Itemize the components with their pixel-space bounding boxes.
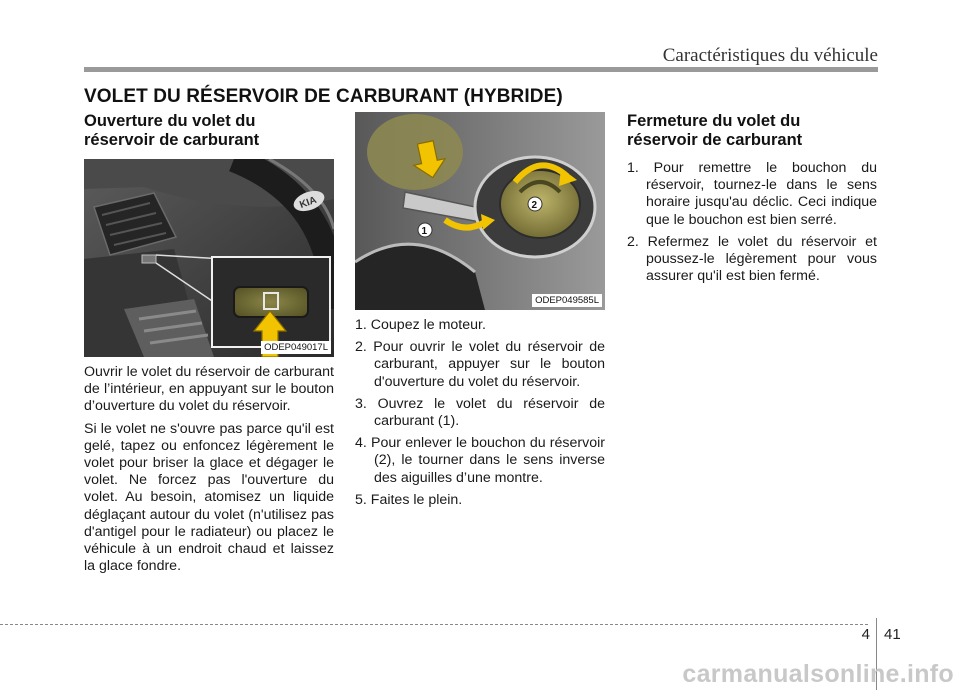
svg-text:KIA: KIA (298, 194, 319, 211)
figure-fuel-door (355, 112, 605, 310)
column-refuel-steps (355, 112, 605, 514)
closing-steps-list (627, 160, 877, 285)
callout-2: 2 (531, 200, 538, 211)
figure-code-label: ODEP049017L (261, 341, 331, 354)
list-item: 2. Pour ouvrir le volet du réservoir de carburant, appuyer sur le bouton d'ouverture du volet du réservoir. (355, 339, 605, 390)
list-item: 1. Coupez le moteur. (355, 317, 486, 333)
subheading-closing (627, 112, 877, 150)
chapter-number: 4 (861, 626, 870, 643)
subheading-closing-line-1: Fermeture du volet du (627, 112, 801, 130)
refuel-steps-list (355, 317, 605, 509)
subheading-opening-line-1: Ouverture du volet du (84, 112, 256, 130)
paragraph-opening-instruction: Ouvrir le volet du réservoir de carburant de l’intérieur, en appuyant sur le bouton d’ouverture du volet du réservoir. (84, 364, 334, 415)
subheading-closing-line-2: réservoir de carburant (627, 131, 803, 149)
subheading-opening (84, 112, 334, 150)
page-header-title: Caractéristiques du véhicule (662, 45, 878, 66)
list-item: 2. Refermez le volet du réservoir et poussez-le légèrement pour vous assurer qu'il est bien fermé. (627, 233, 877, 285)
list-item: 3. Ouvrez le volet du réservoir de carburant (1). (355, 395, 605, 430)
column-closing (627, 112, 877, 290)
column-opening (84, 112, 334, 575)
section-title: VOLET DU RÉSERVOIR DE CARBURANT (HYBRIDE) (84, 86, 563, 107)
paragraph-frozen-door: Si le volet ne s'ouvre pas parce qu'il est gelé, tapez ou enfoncez légèrement le volet pour briser la glace et dégager le volet. Ne forcez pas l'ouverture du volet. Au besoin, atomisez un liquide déglaçant autour du volet (n'utilisez pas d'antigel pour le radiateur) ou placez le véhicule à un endroit chaud et laissez la glace fondre. (84, 420, 334, 575)
footer-dashed-rule (0, 624, 868, 625)
list-item: 1. Pour remettre le bouchon du réservoir, tournez-le dans le sens horaire jusqu'au déclic. Ceci indique que le bouchon est bien serré. (627, 160, 877, 228)
figure-code-label: ODEP049585L (532, 294, 602, 307)
callout-1: 1 (421, 226, 428, 237)
list-item: 4. Pour enlever le bouchon du réservoir (2), le tourner dans le sens inverse des aiguilles d’une montre. (355, 435, 605, 486)
subheading-opening-line-2: réservoir de carburant (84, 131, 260, 149)
watermark: carmanualsonline.info (682, 660, 954, 688)
figure-dashboard-button (84, 159, 334, 357)
fuel-door-illustration (355, 112, 605, 310)
page-number: 41 (884, 626, 901, 643)
dashboard-illustration (84, 159, 334, 357)
list-item: 5. Faites le plein. (355, 491, 463, 508)
header-rule (84, 67, 878, 72)
